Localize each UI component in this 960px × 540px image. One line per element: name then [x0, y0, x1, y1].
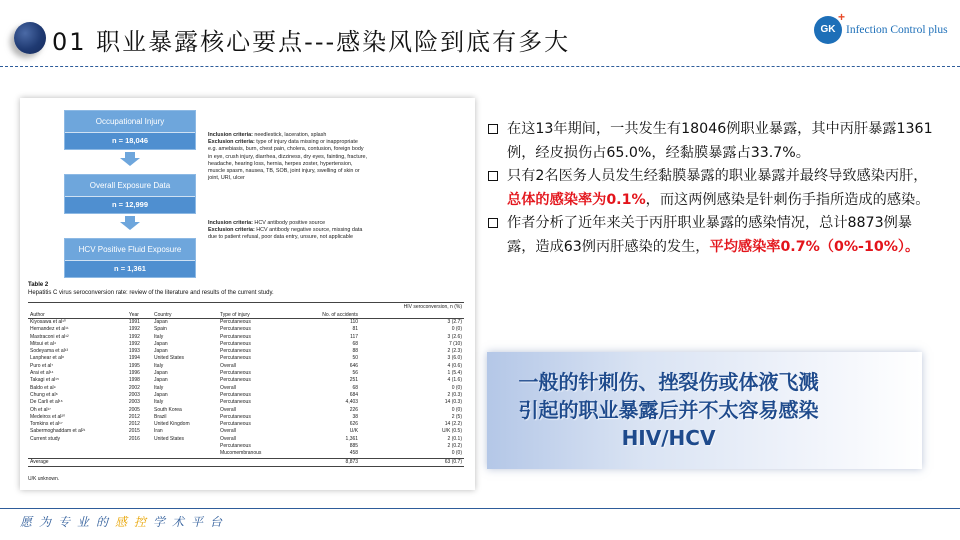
table-row	[28, 319, 464, 327]
table-footnote: U/K unknown.	[28, 476, 60, 482]
table-cell: 458	[349, 450, 359, 457]
table-row	[28, 341, 464, 348]
table-header: No. of accidents	[294, 310, 360, 319]
key-message-banner	[487, 352, 922, 469]
table-cell: Japan	[154, 377, 168, 384]
table-cell: Overall	[219, 384, 236, 391]
table-cell: 2016	[128, 435, 140, 442]
table-cell: 2003	[128, 399, 140, 406]
footer-divider	[0, 508, 960, 509]
table-cell: 63 (0.7)	[360, 458, 464, 466]
table-row	[28, 436, 464, 443]
table-cell: 68	[352, 384, 359, 391]
table-cell: 3 (6.0)	[447, 355, 462, 362]
table-cell: Italy	[154, 333, 164, 340]
table-cell: 2 (2.3)	[447, 348, 462, 355]
bullet-text: 只有2名医务人员发生经黏膜暴露的职业暴露并最终导致感染丙肝，	[507, 168, 928, 184]
table-cell: 0 (0)	[451, 384, 462, 391]
flow-box-occupational-injury	[64, 110, 196, 150]
table-cell: 1992	[128, 326, 140, 333]
inclusion-text: needlestick, laceration, splash	[252, 132, 327, 138]
table-cell: U/K	[349, 428, 359, 435]
table-cell	[127, 450, 152, 458]
table-cell: 4 (1.6)	[447, 377, 462, 384]
logo-plus-icon: +	[838, 10, 846, 24]
table-cell: Percutaneous	[219, 348, 251, 355]
table-cell: 117	[350, 333, 359, 340]
table-cell: 4,403	[345, 399, 359, 406]
key-message-line: 引起的职业暴露后并不太容易感染	[518, 398, 819, 422]
table-cell: 2002	[128, 384, 140, 391]
footer-slogan	[20, 513, 229, 530]
table-cell	[152, 458, 218, 466]
exclusion-label: Exclusion criteria:	[208, 227, 255, 234]
table-cell: 2 (5)	[451, 413, 462, 420]
table-cell: 1992	[128, 333, 140, 340]
table-cell	[152, 443, 218, 450]
highlighted-text: 总体的感染率为0.1%	[507, 191, 646, 208]
table-cell: 14 (0.3)	[444, 399, 462, 406]
table-cell: 110	[350, 319, 359, 325]
flow-box-count: n = 12,999	[65, 197, 195, 213]
flow-box-title: HCV Positive Fluid Exposure	[65, 239, 195, 261]
table-cell	[218, 458, 294, 466]
table-cell: 2005	[128, 406, 140, 413]
table-cell: 1 (5.4)	[447, 370, 462, 377]
square-bullet-icon	[488, 124, 498, 134]
table-cell: Overall	[219, 362, 236, 369]
footer-text: 学术平台	[153, 515, 230, 529]
table-cell: Percutaneous	[219, 370, 251, 377]
table-cell: Percutaneous	[219, 319, 251, 325]
table-cell: Spain	[154, 326, 167, 333]
table-cell: Japan	[154, 319, 168, 325]
table-cell: 226	[349, 406, 359, 413]
seroconversion-table	[28, 302, 464, 467]
table-row	[28, 392, 464, 399]
page-title: 01 职业暴露核心要点---感染风险到底有多大	[52, 28, 571, 56]
inclusion-label: Inclusion criteria:	[208, 220, 253, 226]
table-cell: 0 (0)	[451, 326, 462, 333]
table-cell: 68	[352, 340, 359, 347]
table-cell: Percutaneous	[219, 326, 251, 333]
key-message-line: HIV/HCV	[621, 426, 716, 450]
table-caption-text: Hepatitis C virus seroconversion rate: review of the literature and results of the current study.	[28, 289, 274, 296]
table-cell	[127, 443, 152, 450]
table-cell: Current study	[30, 435, 61, 442]
table-cell: 7 (10)	[448, 340, 462, 347]
table-cell: Chung et al⁸	[30, 391, 58, 398]
table-cell: 1995	[128, 362, 140, 369]
table-row	[28, 399, 464, 406]
table-cell: Percutaneous	[219, 443, 251, 450]
table-cell: U/K (0.5)	[441, 428, 462, 435]
table-row	[28, 421, 464, 428]
square-bullet-icon	[488, 218, 498, 228]
table-cell: 14 (2.2)	[444, 421, 462, 428]
table-caption	[28, 282, 274, 297]
table-cell: Percutaneous	[219, 377, 251, 384]
exclusion-label: Exclusion criteria:	[208, 139, 255, 146]
exclusion-text: HCV antibody negative source, missing data due to patient refusal, poor data entry, unsure, not applicable	[208, 227, 363, 241]
down-arrow-icon	[120, 216, 140, 230]
table-cell: 1991	[128, 319, 140, 325]
table-cell: 1,361	[345, 435, 359, 442]
brand-logo	[814, 10, 954, 46]
table-cell: 2003	[128, 391, 140, 398]
table-cell: Iran	[154, 428, 163, 435]
table-cell: 3 (2.6)	[447, 333, 462, 340]
table-row	[28, 326, 464, 333]
table-cell: Puro et al⁷	[30, 362, 54, 369]
table-cell: Medeiros et al²⁰	[30, 413, 66, 420]
table-cell: Percutaneous	[219, 421, 251, 428]
bullet-list	[487, 118, 939, 259]
inclusion-text: HCV antibody positive source	[252, 220, 326, 226]
bullet-item	[487, 165, 939, 212]
bullet-item	[487, 118, 939, 165]
table-cell: 4 (0.6)	[447, 362, 462, 369]
table-cell: Hernandez et al¹¹	[30, 326, 69, 333]
table-cell: 81	[352, 326, 359, 333]
table-label: Table 2	[28, 282, 49, 288]
header-bullet-circle	[14, 22, 46, 54]
table-cell: 251	[349, 377, 359, 384]
table-cell: 38	[352, 413, 359, 420]
table-cell: 3 (2.7)	[447, 319, 462, 325]
table-header: Country	[152, 310, 218, 319]
table-cell: Italy	[154, 399, 164, 406]
table-cell: 2 (0.2)	[447, 443, 462, 450]
table-cell: United States	[154, 355, 185, 362]
flow-box-count: n = 18,046	[65, 133, 195, 149]
table-cell: 50	[352, 355, 359, 362]
table-row	[28, 450, 464, 458]
table-row	[28, 443, 464, 450]
table-cell: Percutaneous	[219, 391, 251, 398]
table-row	[28, 370, 464, 377]
table-row	[28, 355, 464, 362]
table-cell: Percutaneous	[219, 413, 251, 420]
table-cell: 8,873	[294, 458, 360, 466]
table-cell: United Kingdom	[154, 421, 190, 428]
table-cell	[127, 458, 152, 466]
table-cell: Tomkins et al¹⁷	[30, 421, 63, 428]
table-header: HIV seroconversion, n (%)	[360, 303, 464, 310]
table-cell: Japan	[154, 370, 168, 377]
table-cell: Italy	[154, 384, 164, 391]
table-cell: United States	[154, 435, 185, 442]
table-cell: Oh et al¹⁷	[30, 406, 51, 413]
table-cell: 2015	[128, 428, 140, 435]
table-cell: Brazil	[154, 413, 167, 420]
table-row	[28, 348, 464, 355]
table-row	[28, 414, 464, 421]
table-header: Type of injury	[218, 310, 294, 319]
table-cell: Percutaneous	[219, 399, 251, 406]
bullet-text: 作者分析了近年来关于丙肝职业暴露的感染情况，总计8873例暴露，造成63例丙肝感染的发生，	[507, 215, 912, 255]
table-cell: Overall	[219, 406, 236, 413]
table-cell	[28, 443, 127, 450]
table-row	[28, 407, 464, 414]
table-cell: 2 (0.3)	[447, 391, 462, 398]
criteria-block-2	[208, 220, 368, 242]
table-cell: Mitsui et al⁴	[30, 340, 57, 347]
table-cell: Lanphear et al⁸	[30, 355, 65, 362]
table-average-row	[28, 458, 464, 466]
table-cell: 626	[349, 421, 359, 428]
down-arrow-icon	[120, 152, 140, 166]
table-cell: Percutaneous	[219, 340, 251, 347]
key-message-line: 一般的针刺伤、挫裂伤或体液飞溅	[518, 370, 819, 394]
table-cell: Sodeyama et al¹³	[30, 348, 69, 355]
table-cell	[152, 450, 218, 458]
footer-text: 愿为专业的	[20, 515, 116, 529]
table-cell: 2 (0.1)	[447, 435, 462, 442]
table-header: Author	[28, 310, 127, 319]
table-cell: 885	[349, 443, 359, 450]
table-cell: Overall	[219, 428, 236, 435]
table-cell: 1994	[128, 355, 140, 362]
table-cell: 1998	[128, 377, 140, 384]
exclusion-text: type of injury data missing or inappropriate e.g. amebiasis, burn, chest pain, cholera, contusion, foreign body in eye, crush injury, diarrhea, dizziness, dry eyes, fainting, fracture, headache, hearing loss, hernia, herpes zoster, hypertension, muscle spasm, nausea, TB, SOB, joint injury, swelling of skin or joint, URI, ulcer	[208, 139, 367, 182]
table-cell: South Korea	[154, 406, 182, 413]
bullet-item	[487, 212, 939, 259]
table-cell: Japan	[154, 348, 168, 355]
table-cell	[28, 450, 127, 458]
table-cell: Mucomembranous	[219, 450, 262, 457]
flow-box-title: Overall Exposure Data	[65, 175, 195, 197]
table-cell: Baldo et al⁹	[30, 384, 56, 391]
bullet-text: ，而这两例感染是针刺伤手指所造成的感染。	[645, 191, 930, 208]
study-figure	[20, 98, 475, 490]
table-cell: 2012	[128, 421, 140, 428]
table-cell: Arai et al¹⁴	[30, 370, 54, 377]
flow-box-count: n = 1,361	[65, 261, 195, 277]
logo-mark: GK	[814, 16, 842, 44]
inclusion-label: Inclusion criteria:	[208, 132, 253, 138]
flow-box-hcv-positive	[64, 238, 196, 278]
key-message-text	[487, 368, 850, 452]
highlighted-text: 平均感染率0.7%（0%-10%）。	[709, 238, 920, 255]
flow-box-overall-exposure	[64, 174, 196, 214]
table-cell: 1996	[128, 370, 140, 377]
table-cell: 88	[352, 348, 359, 355]
logo-text: Infection Control plus	[846, 24, 948, 36]
header-divider	[0, 66, 960, 67]
criteria-block-1	[208, 132, 368, 182]
table-cell: Sabermoghaddam et al²¹	[30, 428, 86, 435]
table-row	[28, 377, 464, 384]
footer-accent-text: 感控	[115, 515, 154, 529]
table-cell: Japan	[154, 340, 168, 347]
table-row	[28, 385, 464, 392]
table-cell: 646	[349, 362, 359, 369]
table-cell: 0 (0)	[451, 406, 462, 413]
table-cell: 2012	[128, 413, 140, 420]
table-cell: Percutaneous	[219, 333, 251, 340]
table-cell: Takagi et al¹⁵	[30, 377, 60, 384]
table-cell: Japan	[154, 391, 168, 398]
table-row	[28, 334, 464, 341]
table-row	[28, 363, 464, 370]
table-header: Year	[127, 310, 152, 319]
table-cell: 56	[352, 370, 359, 377]
table-cell: Mastraconi et al¹²	[30, 333, 69, 340]
flow-box-title: Occupational Injury	[65, 111, 195, 133]
table-cell: Percutaneous	[219, 355, 251, 362]
table-cell: Overall	[219, 435, 236, 442]
table-cell: 1992	[128, 340, 140, 347]
table-cell: Average	[28, 458, 127, 466]
table-cell: Kiyosawa et al¹⁰	[30, 319, 66, 325]
table-cell: De Carli et al¹⁶	[30, 399, 63, 406]
table-cell: 1993	[128, 348, 140, 355]
bullet-text: 在这13年期间，一共发生有18046例职业暴露，其中丙肝暴露1361例，经皮损伤占65.0%，经黏膜暴露占33.7%。	[507, 121, 933, 161]
table-row	[28, 428, 464, 435]
table-cell: Italy	[154, 362, 164, 369]
table-cell: 684	[349, 391, 359, 398]
table-cell: 0 (0)	[451, 450, 462, 457]
square-bullet-icon	[488, 171, 498, 181]
